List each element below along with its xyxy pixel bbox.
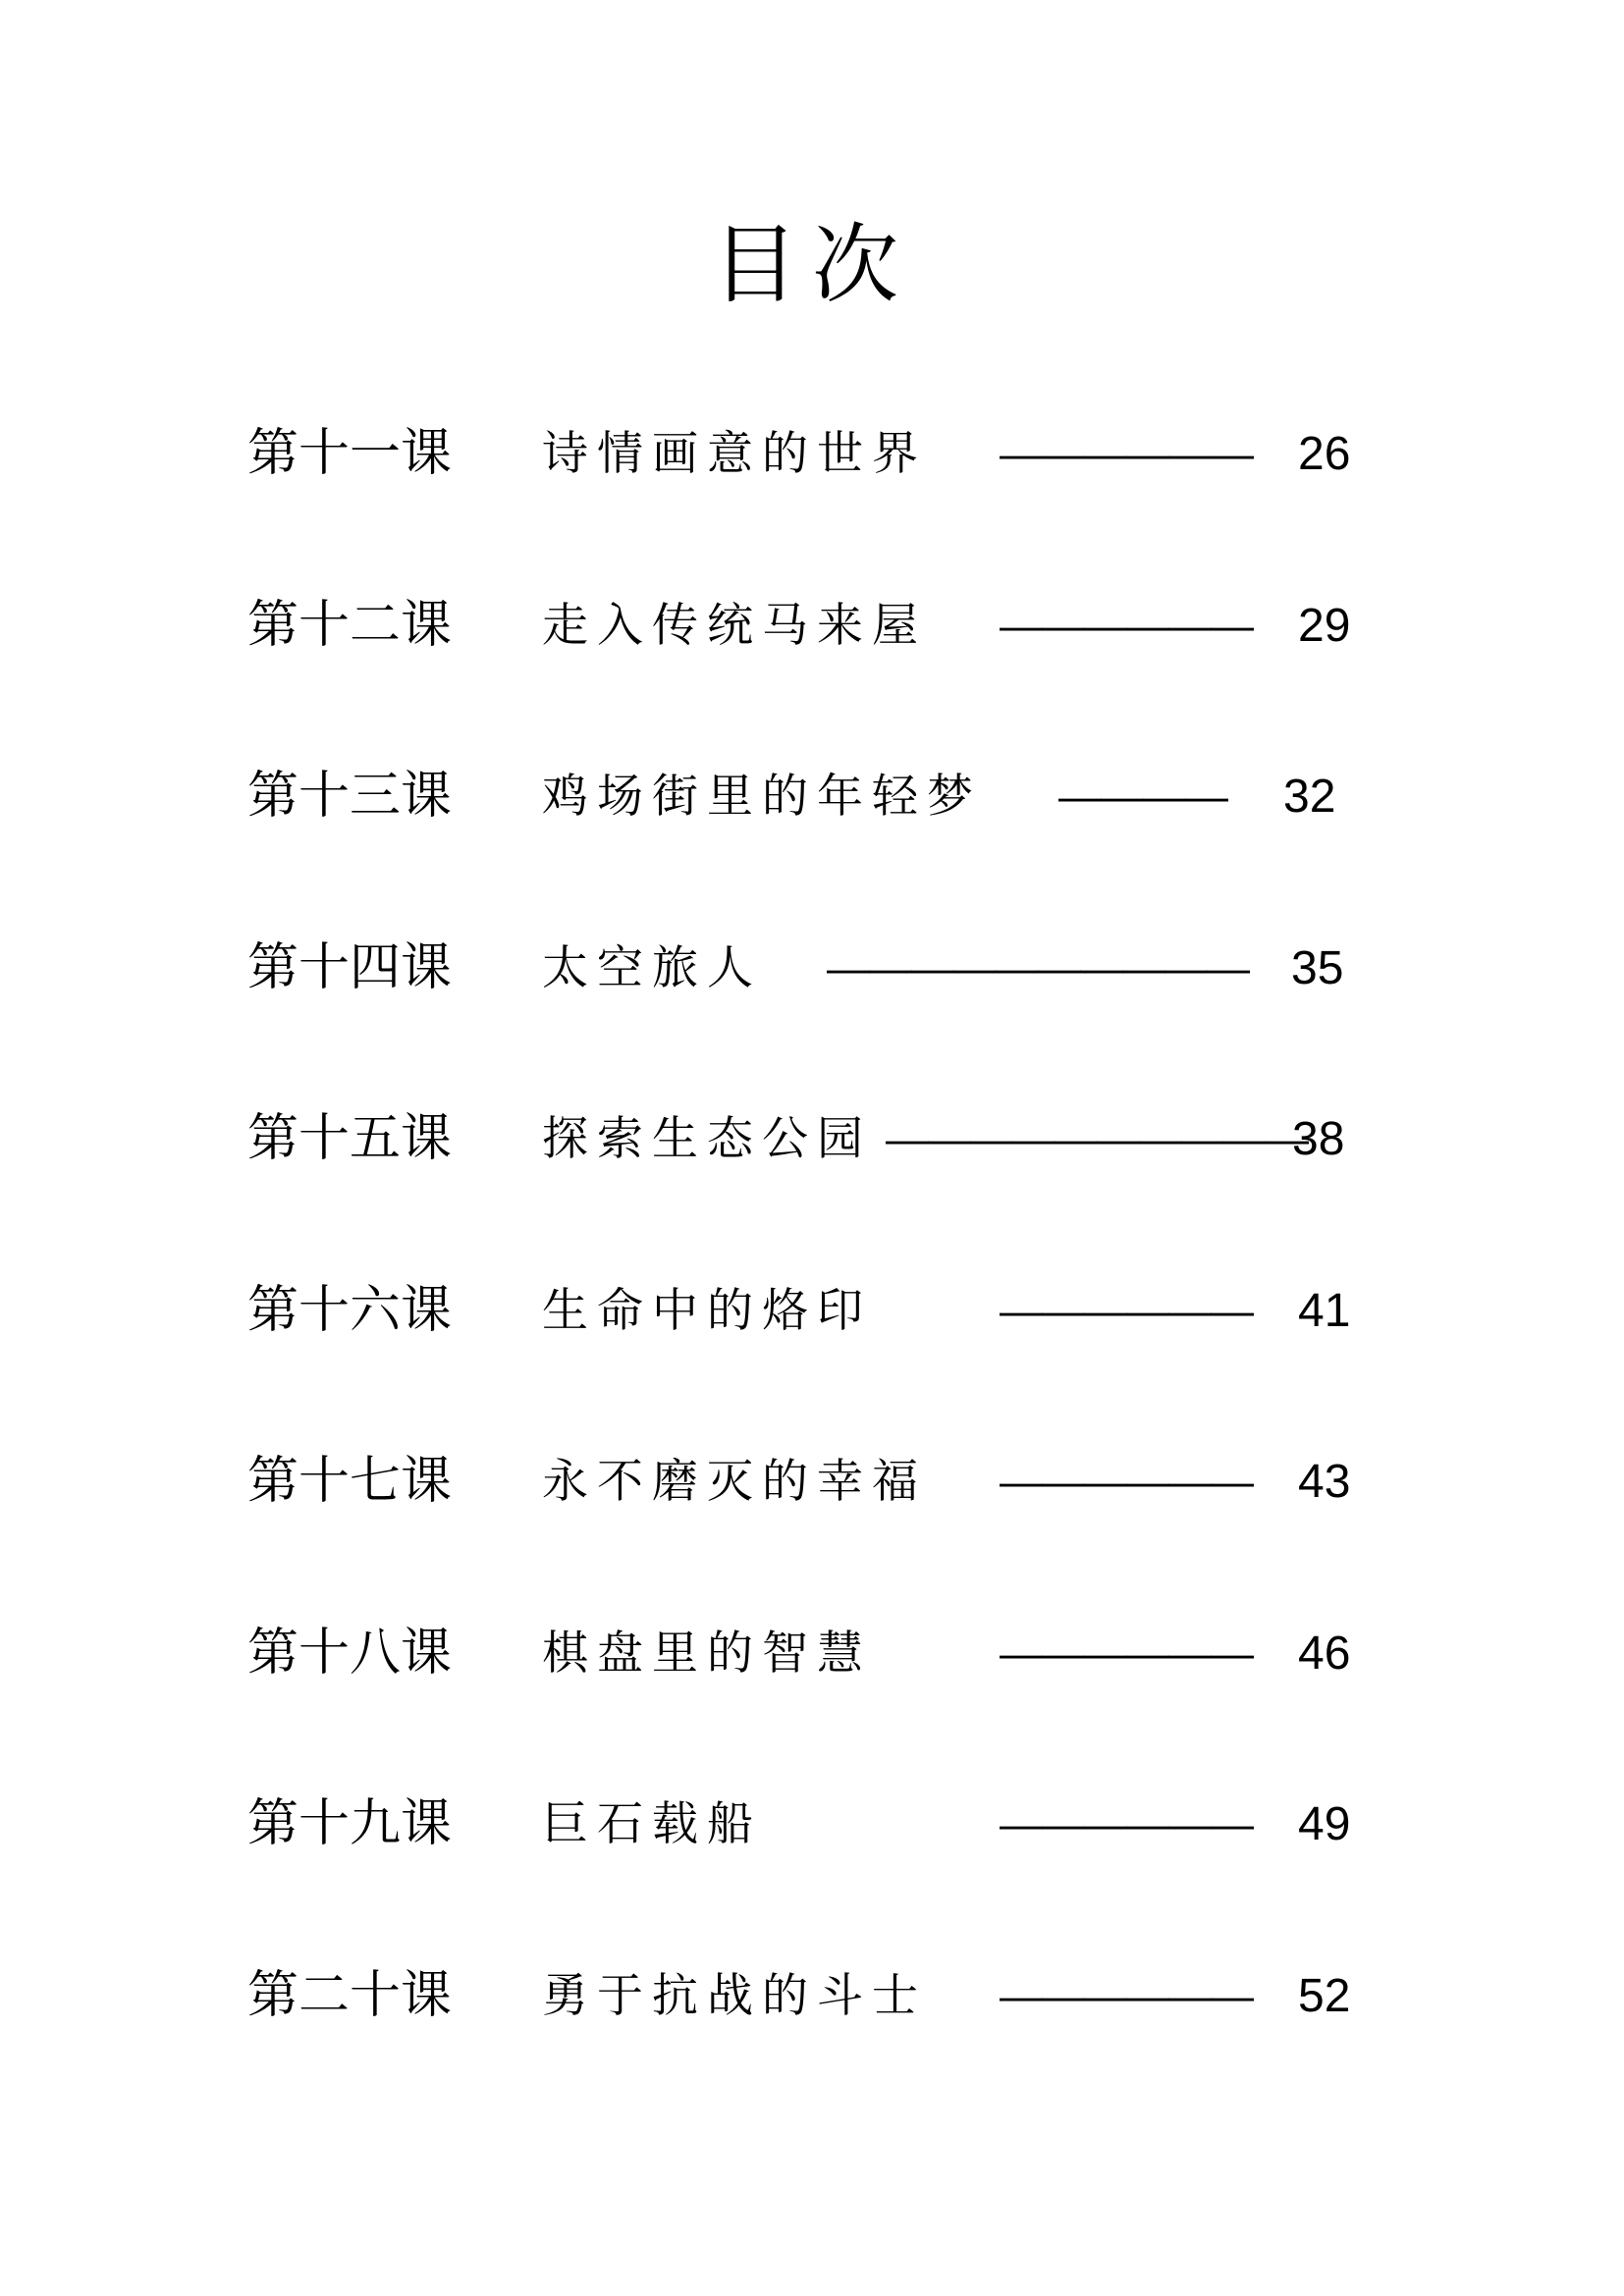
page-number: 29 [1298, 600, 1351, 652]
lesson-title: 走入传统马来屋 [542, 599, 927, 653]
leader-line: —————— [1000, 1458, 1253, 1506]
lesson-title: 永不磨灭的幸福 [542, 1455, 927, 1509]
leader-line: —————— [1000, 602, 1253, 650]
toc-entry[interactable] [0, 1620, 1624, 1688]
lesson-number: 第二十课 [247, 1968, 453, 2024]
lesson-number: 第十四课 [247, 940, 453, 996]
toc-entry[interactable] [0, 1105, 1624, 1174]
page-number: 26 [1298, 428, 1351, 480]
lesson-title: 勇于抗战的斗士 [542, 1969, 927, 2023]
lesson-title: 生命中的烙印 [542, 1284, 872, 1338]
toc-entry[interactable] [0, 1962, 1624, 2031]
lesson-number: 第十七课 [247, 1454, 453, 1510]
page-number: 35 [1291, 942, 1344, 994]
lesson-number: 第十五课 [247, 1111, 453, 1167]
lesson-title: 诗情画意的世界 [542, 427, 927, 481]
lesson-number: 第十二课 [247, 598, 453, 654]
page-number: 52 [1298, 1970, 1351, 2022]
lesson-title: 探索生态公园 [542, 1112, 872, 1166]
page-number: 46 [1298, 1628, 1351, 1680]
lesson-title: 太空旅人 [542, 941, 762, 995]
lesson-title: 鸡场街里的年轻梦 [542, 770, 982, 824]
lesson-number: 第十九课 [247, 1796, 453, 1852]
leader-line: ———— [1058, 773, 1227, 821]
lesson-number: 第十六课 [247, 1283, 453, 1339]
page-number: 49 [1298, 1798, 1351, 1850]
toc-entry[interactable] [0, 1277, 1624, 1346]
lesson-title: 棋盘里的智慧 [542, 1627, 872, 1681]
leader-line: —————————— [886, 1115, 1308, 1163]
leader-line: —————— [1000, 1800, 1253, 1848]
leader-line: —————— [1000, 1287, 1253, 1335]
page-number: 38 [1292, 1113, 1345, 1165]
lesson-number: 第十一课 [247, 426, 453, 482]
toc-entry[interactable] [0, 420, 1624, 489]
page-number: 41 [1298, 1285, 1351, 1337]
page-number: 43 [1298, 1456, 1351, 1508]
toc-entry[interactable] [0, 763, 1624, 831]
page-number: 32 [1283, 771, 1336, 823]
toc-entry[interactable] [0, 1790, 1624, 1859]
leader-line: —————— [1000, 430, 1253, 478]
toc-entry[interactable] [0, 934, 1624, 1003]
lesson-number: 第十三课 [247, 769, 453, 825]
leader-line: —————— [1000, 1629, 1253, 1678]
leader-line: —————— [1000, 1972, 1253, 2020]
lesson-number: 第十八课 [247, 1626, 453, 1682]
leader-line: —————————— [827, 944, 1249, 992]
lesson-title: 巨石载船 [542, 1797, 762, 1851]
page-title: 目次 [711, 214, 912, 315]
toc-entry[interactable] [0, 592, 1624, 661]
toc-entry[interactable] [0, 1448, 1624, 1517]
